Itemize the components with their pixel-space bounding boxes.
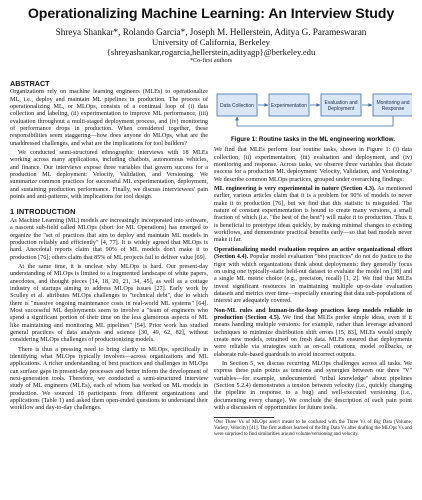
finding-1 — [214, 186, 412, 245]
finding-2-body: Popular model evaluation "best practices" do not do justice to the rigor with which organizations think about deployments: they generally focus on using one typically-static held-out dataset to evaluate the model on [38] and a single ML metric choice (e.g., precision, recall) [1, 2]. We find that MLEs invest significant resources in maintaining multiple up-to-date evaluation datasets and metrics over time—especially ensuring that data sub-populations of interest are adequately covered. — [214, 254, 412, 305]
abstract-paragraph-1: Organizations rely on machine learning engineers (MLEs) to operationalize ML, i.e., deploy and maintain ML pipelines in production. The process of operationalizing ML, or MLOps, consists of a continual loop of (i) data collection and labeling, (ii) experimentation to improve ML performance, (iii) evaluation throughout a multi-staged deployment process, and (iv) monitoring of performance drops in production. When considered together, these responsibilities seem staggering—how does anyone do MLOps, what are the unaddressed challenges, and what are the implications for tool builders? — [10, 89, 208, 147]
svg-text:Data Collection: Data Collection — [220, 103, 254, 109]
right-column — [214, 80, 412, 437]
finding-1-body: As mentioned earlier, various articles claim that it is a problem for 90% of models to never make it to production [76], but we find that this statistic is misguided. The nature of constant experimentation is bound to create many versions, a small fraction of which (i.e. "the best of the best") will make it to production. Thus it is beneficial to prototype ideas quickly, by making minimal changes to existing workflows, and demonstrate practical benefits early—so that bad models never make it far. — [214, 186, 413, 244]
finding-2 — [214, 247, 412, 306]
figure-1-caption — [214, 136, 412, 143]
intro-paragraph-1: As Machine Learning (ML) models are increasingly incorporated into software, a nascent sub-field called MLOps (short for ML Operations) has emerged to organize the "set of practices that aim to deploy and maintain ML models in production reliably and efficiently" [4, 77]. It is widely agreed that MLOps is hard. Anecdotal reports claim that 90% of ML models don't make it to production [76]; others claim that 85% of ML projects fail to deliver value [69]. — [10, 217, 208, 261]
workflow-box-3 — [321, 94, 361, 116]
figure-1 — [214, 80, 412, 136]
svg-text:Monitoring and: Monitoring and — [376, 100, 410, 106]
svg-text:Experimentation: Experimentation — [270, 103, 308, 109]
svg-text:Response: Response — [381, 106, 405, 112]
svg-text:Deployment: Deployment — [327, 106, 355, 112]
workflow-box-1 — [217, 94, 257, 116]
workflow-box-2 — [269, 94, 309, 116]
finding-1-head: ML engineering is very experimental in nature (Section 4.3). — [214, 186, 376, 193]
workflow-box-4 — [373, 94, 412, 116]
finding-3 — [214, 308, 412, 359]
abstract-paragraph-2: We conducted semi-structured ethnographic interviews with 18 MLEs working across many applications, including chatbots, autonomous vehicles, and finance. Our interviews expose three variables that govern success for a production ML deployment: Velocity, Validation, and Versioning. We summarize common practices for successful ML experimentation, deployment, and sustaining production performance. Finally, we discuss interviewees' pain points and anti-patterns, with implications for tool design. — [10, 150, 208, 201]
author-affiliation: University of California, Berkeley — [152, 37, 270, 47]
right-paragraph-5: In Section 5, we discuss recurring MLOps challenges across all tasks. We express these pain points as tensions and synergies between our three "V" variables—for example, undocumented "tribal knowledge" about pipelines (Section 5.2.4) demonstrates a tension between velocity (i.e., quickly changing the pipeline in response to a bug) and well-executed versioning (i.e., documenting every change). We conclude the description of each pain point with a discussion of opportunities for future tools. — [214, 360, 412, 412]
finding-2-head: Operationalizing model evaluation requires an active organizational effort (Section 4.4). — [214, 246, 412, 261]
co-first-note: *Co-first authors — [189, 57, 233, 64]
author-emails: {shreyashankar,rogarcia,hellerstein,adityagp}@berkeley.edu — [106, 47, 316, 57]
workflow-feedback-arrow — [237, 116, 393, 126]
right-paragraph-1: We find that MLEs perform four routine tasks, shown in Figure 1: (i) data collection, (ii) experimentation, (iii) evaluation and deployment, and (iv) monitoring and response. Across tasks, we observe three variables that dictate success for a production ML deployment: Velocity, Validation, and Versioning.¹ We describe common MLOps practices, grouped under overarching findings: — [214, 147, 412, 183]
author-names: Shreya Shankar*, Rolando Garcia*, Joseph M. Hellerstein, Aditya G. Parameswaran — [55, 27, 367, 37]
svg-text:Evaluation and: Evaluation and — [324, 100, 358, 106]
figure-caption-text: Figure 1: Routine tasks in the ML engineering workflow. — [231, 136, 395, 143]
workflow-diagram — [214, 80, 412, 136]
abstract-heading: ABSTRACT — [10, 79, 50, 88]
paper-title: Operationalizing Machine Learning: An Interview Study — [27, 6, 395, 22]
intro-paragraph-3: There is thus a pressing need to bring clarity to MLOps, specifically in identifying what MLOps typically involves—across organizations and ML applications. A richer understanding of best practices and challenges in MLOps can surface gaps in present-day processes and better inform the development of next-generation tools. Therefore, we conducted a semi-structured interview study of ML engineers (MLEs), each of whom has worked on ML models in production. We sourced 18 participants from different organizations and applications (Table 1) and asked them open-ended questions to understand their workflow and day-to-day challenges. — [10, 346, 208, 412]
author-block — [0, 27, 422, 65]
finding-3-head: Non-ML rules and human-in-the-loop practices keep models reliable in production (Section 4.5). — [214, 307, 412, 321]
section-heading-introduction: 1 INTRODUCTION — [10, 206, 76, 216]
intro-paragraph-2: At the same time, it is unclear why MLOps is hard. Our present-day understanding of MLOps is limited to a fragmented landscape of white papers, anecdotes, and thought pieces [14, 18, 20, 21, 34, 45], as well as a cottage industry of startups aiming to address MLOps issues [27]. Early work by Sculley et al. attributes MLOps challenges to "technical debt", due to which there is "massive ongoing maintenance costs in real-world ML systems" [64]. Most successful ML deployments seem to involve a "team of engineers who spend a significant portion of their time on the less glamorous aspects of ML like maintaining and monitoring ML pipelines" [54]. Prior work has studied general practices of data analysis and science [30, 49, 62, 82], without considering MLOps challenges of productionizing models. — [10, 263, 208, 344]
footnote-rule — [214, 417, 274, 418]
finding-3-body: We find that MLEs prefer simple ideas, even if it means handling multiple versions: for example, rather than leverage advanced techniques to minimize distribution shift errors [15, 83], MLEs would simply create new models, retrained on fresh data. MLEs ensured that deployments were reliable via strategies such as on-call rotations, model rollbacks, or elaborate rule-based guardrails to avoid incorrect outputs. — [214, 314, 412, 358]
left-column — [10, 80, 208, 415]
footnote-1: ¹Our Three Vs of MLOps aren't meant to be confused with the Three Vs of Big Data (Volume, Variety, Velocity) [41]. The first authors learned of the Big Data Vs after drafting the MLOps Vs and were surprised to find similarities around volume/versioning and velocity. — [214, 420, 412, 437]
